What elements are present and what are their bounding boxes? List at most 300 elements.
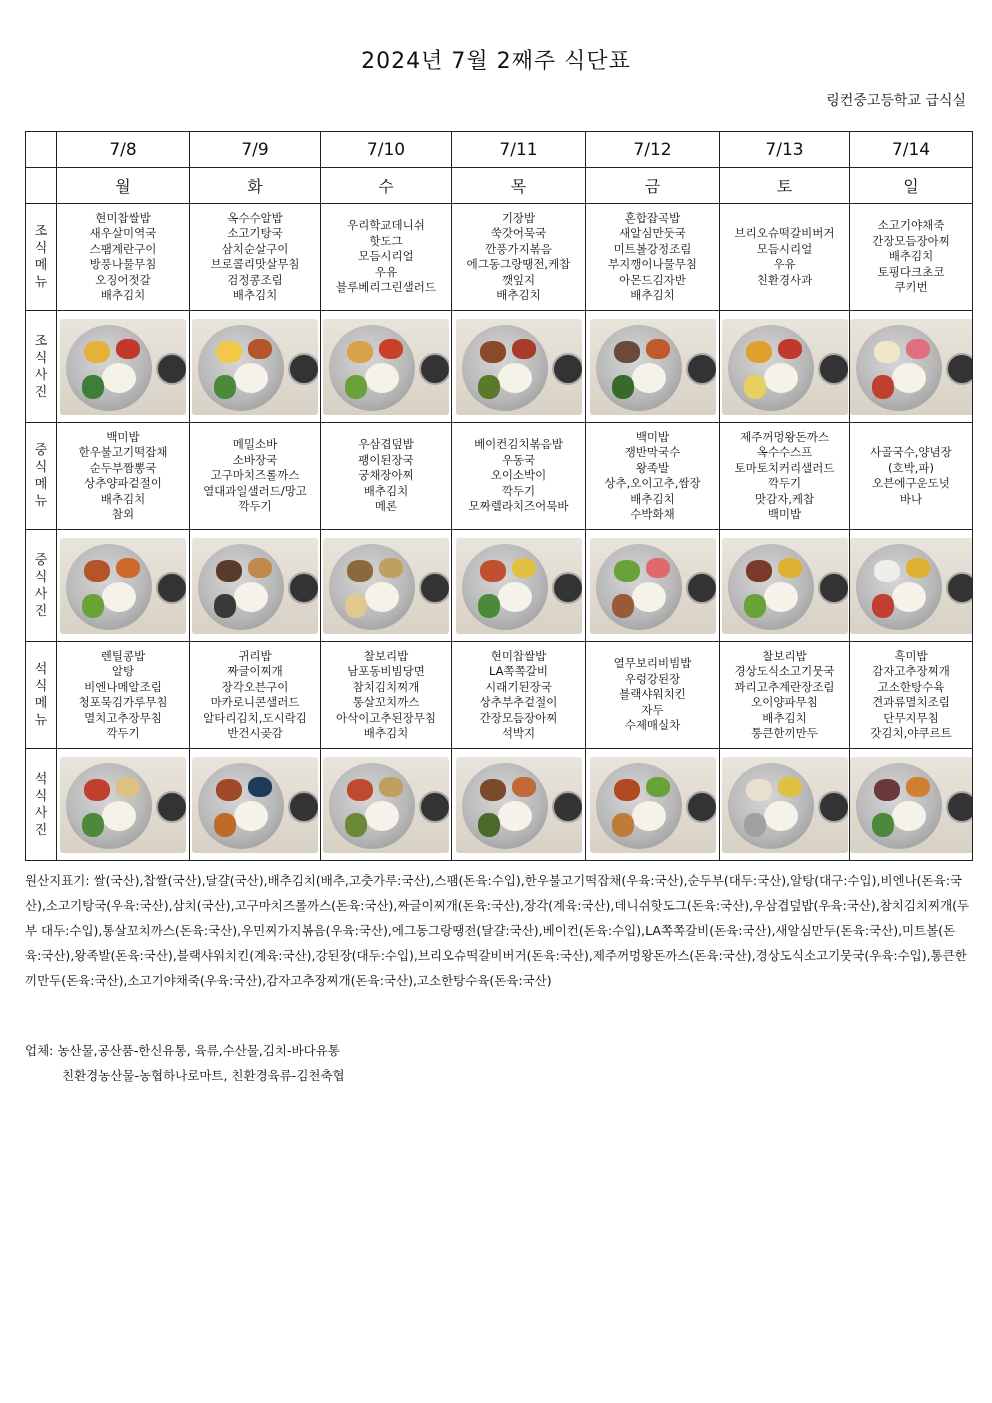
menu-item: 깍두기: [501, 483, 536, 498]
menu-item: 백미밥: [106, 429, 140, 444]
plate: [198, 544, 284, 630]
side-dish: [345, 594, 367, 618]
row-label-char: 식: [34, 241, 48, 256]
menu-item: 옥수수스프: [756, 445, 813, 459]
meal-photo: [456, 757, 582, 853]
menu-item: 쟁반막국수: [624, 445, 681, 459]
menu-item: 수박화채: [630, 507, 675, 521]
plate: [66, 325, 152, 411]
row-label-char: 뉴: [34, 713, 48, 728]
rice-portion: [234, 582, 268, 612]
soup-bowl: [419, 353, 449, 385]
side-dish: [778, 777, 802, 797]
menu-cell: [321, 204, 452, 311]
menu-cell: [321, 642, 452, 749]
side-dish: [512, 339, 536, 359]
date-cell: 7/10: [321, 132, 452, 168]
row-label: [26, 311, 57, 423]
photo-cell: [321, 311, 452, 423]
side-dish: [116, 339, 140, 359]
rice-portion: [632, 363, 666, 393]
menu-cell: [57, 423, 190, 530]
rice-portion: [892, 582, 926, 612]
soup-bowl: [946, 353, 973, 385]
menu-item: 깍두기: [238, 499, 272, 514]
menu-item: (호박,파): [888, 460, 934, 475]
menu-item: 궁채장아찌: [358, 468, 414, 483]
rice-portion: [764, 801, 798, 831]
rice-portion: [102, 801, 136, 831]
photo-cell: [452, 749, 586, 861]
soup-bowl: [288, 791, 318, 823]
menu-cell: [321, 423, 452, 530]
menu-item: 감자고추장찌개: [872, 664, 950, 678]
menu-cell: [850, 642, 973, 749]
plate: [329, 763, 415, 849]
menu-item: 제주꺼멍왕돈까스: [740, 429, 829, 444]
corner-cell: [26, 132, 57, 168]
menu-item: 친환경사과: [756, 272, 813, 287]
side-dish: [478, 594, 500, 618]
row-label-char: 메: [34, 258, 48, 273]
row-label-char: 진: [34, 822, 48, 838]
menu-item: 통큰한끼만두: [751, 726, 818, 740]
photo-cell: [190, 530, 321, 642]
menu-item: 상추부추겉절이: [479, 695, 558, 709]
side-dish: [646, 558, 670, 578]
menu-item: 순두부짬뽕국: [89, 460, 157, 475]
photo-cell: [586, 311, 720, 423]
menu-item: 배추김치: [363, 726, 409, 740]
side-dish: [746, 341, 772, 363]
menu-item: 우리학교데니쉬: [347, 218, 425, 233]
menu-item: 꽈리고추계란장조림: [734, 679, 835, 694]
side-dish: [612, 375, 634, 399]
menu-item: LA쪽쪽갈비: [489, 664, 548, 678]
side-dish: [906, 558, 930, 578]
rice-portion: [892, 363, 926, 393]
plate: [198, 763, 284, 849]
day-cell: 목: [452, 168, 586, 204]
meal-photo: [590, 757, 716, 853]
menu-item: 깻잎지: [501, 272, 536, 287]
side-dish: [347, 341, 373, 363]
menu-item: 장각오븐구이: [221, 679, 289, 694]
rice-portion: [365, 801, 399, 831]
meal-photo: [722, 319, 848, 415]
origin-label: 원산지표기: 쌀(국산),찹쌀(국산),달걀(국산),배추김치(배추,고춧가루:국산),스팸(돈육:수입),한우불고기떡잡채(우육:국산),순두부(대두:국산),알탕(대구:수입),비엔나(돈육:국산),소고기탕국(우육:국산),삼치(국산),고구마치즈롤까스(돈육:국산),짜글이찌개(돈육:국산),장각(계육:국산),데니쉬핫도그(돈육:국산),우삼겹덮밥(우육:국산),참치김치찌개(두부 대두:수입),통살꼬치까스(돈육:국산),우민찌가지볶음(우육:국산),에그동그랑땡전(달걀:국산),베이컨(돈육:수입),LA쪽쪽갈비(돈육:국산),새알심만두(돈육:국산),미트볼(돈육:국산),왕족발(돈육:국산),블랙샤워치킨(계육:국산),강된장(대두:수입),브리오슈떡갈비버거(돈육:국산),제주꺼멍왕돈까스(돈육:국산),경상도식소고기뭇국(우육:수입),통큰한끼만두(돈육:국산),소고기야채죽(우육:국산),감자고추장찌개(돈육:국산),고소한탕수육(돈육:국산): [25, 873, 970, 988]
menu-item: 왕족발: [635, 460, 670, 475]
vendor-line-1: 업체: 농산물,공산품-한신유통, 육류,수산물,김치-바다유통: [25, 1043, 340, 1058]
menu-item: 통살꼬치까스: [352, 695, 420, 709]
side-dish: [874, 341, 900, 363]
menu-item: 비엔나메알조림: [84, 679, 162, 694]
menu-item: 깍두기: [767, 476, 802, 490]
side-dish: [379, 558, 403, 578]
menu-item: 브로콜리맛살무침: [210, 257, 300, 271]
soup-bowl: [818, 791, 848, 823]
side-dish: [614, 779, 640, 801]
side-dish: [512, 558, 536, 578]
menu-item: 열대과일샐러드/망고: [203, 483, 307, 498]
menu-item: 오징어젓갈: [95, 272, 151, 287]
menu-item: 모듬시리얼: [756, 241, 813, 256]
menu-item: 배추김치: [363, 483, 409, 498]
menu-item: 토핑다크초코: [877, 264, 945, 279]
menu-cell: [57, 642, 190, 749]
rice-portion: [102, 582, 136, 612]
menu-item: 소바장국: [232, 452, 278, 467]
menu-item: 사골국수,양념장: [870, 445, 952, 459]
row-label-char: 중: [34, 443, 48, 458]
photo-cell: [190, 311, 321, 423]
row-label: [26, 204, 57, 311]
side-dish: [478, 813, 500, 837]
date-cell: 7/8: [57, 132, 190, 168]
row-label-char: 메: [34, 477, 48, 492]
menu-item: 수제매실차: [624, 718, 681, 733]
plate: [728, 763, 814, 849]
meal-photo: [590, 319, 716, 415]
soup-bowl: [552, 353, 582, 385]
meal-photo: [192, 757, 318, 853]
menu-item: 단무지무침: [883, 710, 939, 725]
meal-photo: [850, 319, 973, 415]
plate: [66, 544, 152, 630]
menu-item: 찰보리밥: [363, 648, 409, 663]
menu-item: 깐풍가지볶음: [485, 241, 552, 256]
menu-cell: [720, 423, 850, 530]
photo-cell: [720, 311, 850, 423]
rice-portion: [365, 582, 399, 612]
soup-bowl: [946, 791, 973, 823]
menu-item: 배추김치: [100, 491, 146, 506]
side-dish: [345, 813, 367, 837]
menu-item: 브리오슈떡갈비버거: [734, 226, 835, 240]
menu-cell: [57, 204, 190, 311]
soup-bowl: [686, 791, 716, 823]
menu-item: 배추김치: [100, 288, 146, 302]
date-cell: 7/9: [190, 132, 321, 168]
menu-item: 아몬드김자반: [619, 272, 686, 287]
side-dish: [872, 594, 894, 618]
menu-item: 아삭이고추된장무침: [336, 710, 436, 725]
menu-cell: [190, 642, 321, 749]
side-dish: [778, 339, 802, 359]
dinner-menu-row: [26, 642, 973, 749]
menu-item: 간장모듬장아찌: [872, 233, 950, 248]
side-dish: [84, 560, 110, 582]
photo-cell: [452, 311, 586, 423]
menu-item: 알타리김치,도시락김: [203, 710, 307, 725]
menu-item: 오이소박이: [490, 468, 547, 483]
photo-cell: [452, 530, 586, 642]
side-dish: [84, 341, 110, 363]
row-label-char: 사: [34, 586, 48, 602]
side-dish: [84, 779, 110, 801]
corner-cell: [26, 168, 57, 204]
menu-item: 우유: [773, 257, 796, 271]
meal-photo: [590, 538, 716, 634]
menu-item: 메론: [374, 499, 398, 514]
menu-item: 한우불고기떡잡채: [78, 445, 168, 459]
plate: [329, 544, 415, 630]
soup-bowl: [552, 572, 582, 604]
menu-item: 방풍나물무침: [89, 257, 157, 271]
menu-item: 배추김치: [762, 710, 807, 725]
row-label: [26, 423, 57, 530]
row-label-char: 조: [34, 224, 48, 239]
date-cell: 7/12: [586, 132, 720, 168]
row-label-char: 뉴: [34, 494, 48, 509]
date-row: [26, 132, 973, 168]
photo-cell: [190, 749, 321, 861]
side-dish: [744, 375, 766, 399]
row-label-char: 사: [34, 805, 48, 821]
menu-item: 모듬시리얼: [358, 249, 414, 264]
row-label-char: 사: [34, 367, 48, 383]
menu-item: 남포동비빔당면: [347, 664, 425, 678]
row-label-char: 식: [34, 460, 48, 475]
meal-photo: [456, 319, 582, 415]
soup-bowl: [552, 791, 582, 823]
rice-portion: [498, 582, 532, 612]
rice-portion: [498, 801, 532, 831]
menu-cell: [586, 423, 720, 530]
menu-cell: [720, 642, 850, 749]
side-dish: [478, 375, 500, 399]
menu-item: 현미찹쌀밥: [490, 648, 547, 663]
plate: [728, 544, 814, 630]
day-cell: 수: [321, 168, 452, 204]
side-dish: [248, 777, 272, 797]
menu-item: 베이컨김치볶음밥: [474, 437, 563, 452]
rice-portion: [764, 582, 798, 612]
menu-item: 미트볼강정조림: [613, 241, 692, 256]
menu-item: 갓김치,야쿠르트: [870, 726, 952, 740]
menu-item: 백미밥: [767, 507, 802, 521]
menu-item: 모짜렐라치즈어묵바: [468, 499, 569, 514]
row-label: [26, 642, 57, 749]
menu-item: 팽이된장국: [358, 452, 414, 467]
photo-cell: [321, 749, 452, 861]
side-dish: [214, 594, 236, 618]
plate: [462, 763, 548, 849]
menu-item: 렌틸콩밥: [100, 648, 146, 663]
menu-item: 블랙샤워치킨: [619, 687, 686, 702]
photo-cell: [850, 530, 973, 642]
side-dish: [379, 339, 403, 359]
soup-bowl: [419, 791, 449, 823]
meal-photo: [850, 757, 973, 853]
side-dish: [116, 777, 140, 797]
side-dish: [216, 341, 242, 363]
menu-item: 고소한탕수육: [877, 679, 945, 694]
side-dish: [82, 375, 104, 399]
lunch-photo-row: [26, 530, 973, 642]
side-dish: [744, 594, 766, 618]
side-dish: [872, 813, 894, 837]
rice-portion: [498, 363, 532, 393]
meal-photo: [323, 319, 449, 415]
side-dish: [746, 560, 772, 582]
photo-cell: [586, 749, 720, 861]
soup-bowl: [288, 572, 318, 604]
rice-portion: [365, 363, 399, 393]
side-dish: [612, 813, 634, 837]
side-dish: [744, 813, 766, 837]
menu-item: 열무보리비빔밥: [613, 656, 692, 671]
side-dish: [906, 339, 930, 359]
menu-item: 소고기야채죽: [877, 218, 945, 233]
menu-item: 부지깽이나물무침: [608, 257, 697, 271]
rice-portion: [234, 801, 268, 831]
day-cell: 일: [850, 168, 973, 204]
menu-item: 우삼겹덮밥: [358, 437, 414, 452]
meal-photo: [850, 538, 973, 634]
menu-item: 짜글이찌개: [227, 664, 283, 678]
photo-cell: [720, 749, 850, 861]
menu-item: 새우살미역국: [89, 226, 157, 240]
side-dish: [778, 558, 802, 578]
soup-bowl: [156, 353, 186, 385]
side-dish: [874, 779, 900, 801]
menu-item: 상추,오이고추,쌈장: [604, 476, 701, 490]
plate: [596, 544, 682, 630]
menu-cell: [452, 423, 586, 530]
rice-portion: [102, 363, 136, 393]
menu-item: 알탕: [111, 664, 135, 678]
side-dish: [116, 558, 140, 578]
menu-item: 귀리밥: [238, 648, 272, 663]
menu-item: 쑥갓어묵국: [490, 226, 547, 240]
side-dish: [379, 777, 403, 797]
row-label: [26, 749, 57, 861]
side-dish: [872, 375, 894, 399]
photo-cell: [850, 311, 973, 423]
menu-item: 현미찹쌀밥: [95, 210, 151, 225]
menu-cell: [850, 423, 973, 530]
photo-cell: [57, 311, 190, 423]
menu-cell: [586, 642, 720, 749]
rice-portion: [632, 801, 666, 831]
menu-item: 참치김치찌개: [352, 679, 420, 694]
side-dish: [746, 779, 772, 801]
meal-photo: [456, 538, 582, 634]
side-dish: [480, 560, 506, 582]
day-cell: 금: [586, 168, 720, 204]
menu-cell: [586, 204, 720, 311]
menu-item: 자두: [641, 702, 664, 717]
menu-item: 우유: [374, 264, 398, 279]
meal-photo: [60, 757, 186, 853]
dinner-photo-row: [26, 749, 973, 861]
menu-item: 삼치순살구이: [221, 241, 289, 256]
menu-item: 옥수수알밥: [227, 210, 283, 225]
menu-item: 견과류멸치조림: [872, 695, 950, 709]
side-dish: [216, 560, 242, 582]
plate: [596, 325, 682, 411]
menu-item: 깍두기: [106, 726, 140, 740]
row-label-char: 식: [34, 350, 48, 366]
rice-portion: [892, 801, 926, 831]
soup-bowl: [946, 572, 973, 604]
menu-item: 소고기탕국: [227, 226, 283, 240]
row-label: [26, 530, 57, 642]
row-label-char: 석: [34, 662, 48, 677]
side-dish: [480, 779, 506, 801]
photo-cell: [321, 530, 452, 642]
plate: [198, 325, 284, 411]
row-label-char: 식: [34, 569, 48, 585]
plate: [462, 325, 548, 411]
menu-item: 흑미밥: [894, 648, 928, 663]
side-dish: [214, 375, 236, 399]
breakfast-menu-row: [26, 204, 973, 311]
menu-item: 맛감자,케찹: [754, 491, 815, 506]
soup-bowl: [156, 791, 186, 823]
soup-bowl: [419, 572, 449, 604]
menu-item: 배추김치: [888, 249, 934, 264]
menu-item: 새알심만둣국: [619, 226, 686, 240]
meal-photo: [323, 757, 449, 853]
day-row: [26, 168, 973, 204]
menu-item: 검정콩조림: [227, 272, 283, 287]
menu-item: 혼합잡곡밥: [624, 210, 681, 225]
menu-cell: [720, 204, 850, 311]
plate: [462, 544, 548, 630]
side-dish: [480, 341, 506, 363]
vendor-line-2: 친환경농산물-농협하나로마트, 친환경육류-김천축협: [62, 1068, 345, 1083]
menu-item: 핫도그: [369, 233, 403, 248]
menu-item: 배추김치: [232, 288, 278, 302]
menu-item: 기장밥: [501, 210, 536, 225]
side-dish: [248, 558, 272, 578]
photo-cell: [720, 530, 850, 642]
photo-cell: [57, 749, 190, 861]
menu-item: 스팸계란구이: [89, 241, 157, 256]
row-label-char: 뉴: [34, 275, 48, 290]
rice-portion: [632, 582, 666, 612]
plate: [596, 763, 682, 849]
meal-photo: [722, 757, 848, 853]
menu-item: 배추김치: [630, 288, 675, 302]
plate: [66, 763, 152, 849]
menu-item: 에그동그랑땡전,케찹: [466, 257, 571, 271]
breakfast-photo-row: [26, 311, 973, 423]
menu-item: 청포묵김가루무침: [78, 695, 168, 709]
menu-item: 고구마치즈롤까스: [210, 468, 300, 483]
day-cell: 화: [190, 168, 321, 204]
menu-item: 간장모듬장아찌: [479, 710, 558, 725]
plate: [329, 325, 415, 411]
side-dish: [614, 560, 640, 582]
plate: [856, 763, 942, 849]
menu-item: 우동국: [501, 452, 536, 467]
date-cell: 7/13: [720, 132, 850, 168]
day-cell: 토: [720, 168, 850, 204]
meal-photo: [323, 538, 449, 634]
menu-item: 오이양파무침: [751, 695, 818, 709]
menu-cell: [190, 204, 321, 311]
meal-table: [25, 131, 973, 861]
rice-portion: [234, 363, 268, 393]
menu-item: 우렁강된장: [624, 671, 681, 686]
photo-cell: [850, 749, 973, 861]
meal-photo: [60, 538, 186, 634]
menu-cell: [850, 204, 973, 311]
soup-bowl: [686, 353, 716, 385]
